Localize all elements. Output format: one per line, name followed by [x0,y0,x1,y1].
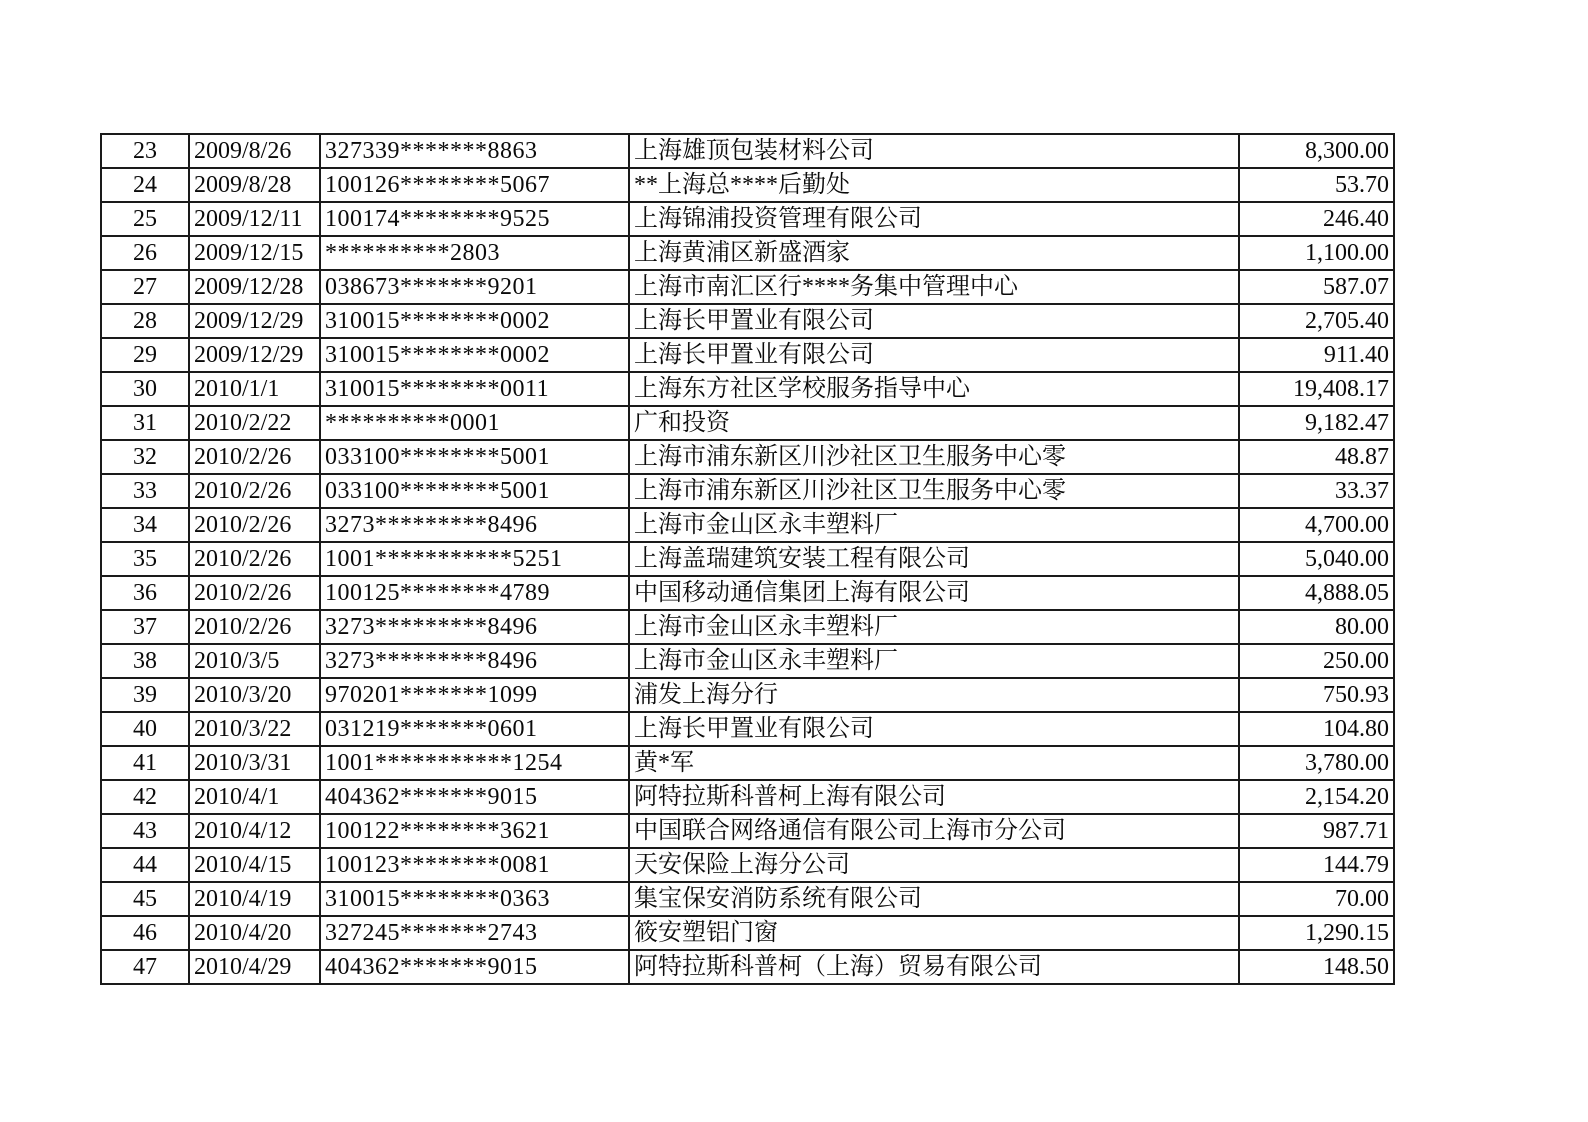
payee-name-cell: 上海长甲置业有限公司 [629,304,1239,338]
account-number-cell: **********0001 [320,406,629,440]
date-cell: 2010/4/15 [189,848,320,882]
account-number-cell: 100174********9525 [320,202,629,236]
date-cell: 2010/2/26 [189,440,320,474]
payee-name-cell: 中国移动通信集团上海有限公司 [629,576,1239,610]
table-body [101,134,1394,984]
payee-name-cell: 广和投资 [629,406,1239,440]
date-cell: 2010/4/12 [189,814,320,848]
row-number-cell: 45 [101,882,189,916]
payee-name-cell: 集宝保安消防系统有限公司 [629,882,1239,916]
table-row [101,168,1394,202]
account-number-cell: 100123********0081 [320,848,629,882]
row-number-cell: 32 [101,440,189,474]
amount-cell: 4,700.00 [1239,508,1394,542]
amount-cell: 1,100.00 [1239,236,1394,270]
row-number-cell: 43 [101,814,189,848]
amount-cell: 246.40 [1239,202,1394,236]
date-cell: 2010/1/1 [189,372,320,406]
payee-name-cell: 筱安塑铝门窗 [629,916,1239,950]
date-cell: 2010/4/19 [189,882,320,916]
account-number-cell: 033100********5001 [320,474,629,508]
account-number-cell: 033100********5001 [320,440,629,474]
table-row [101,474,1394,508]
account-number-cell: 1001***********5251 [320,542,629,576]
payee-name-cell: **上海总****后勤处 [629,168,1239,202]
date-cell: 2010/3/20 [189,678,320,712]
amount-cell: 5,040.00 [1239,542,1394,576]
date-cell: 2009/12/28 [189,270,320,304]
row-number-cell: 44 [101,848,189,882]
row-number-cell: 37 [101,610,189,644]
date-cell: 2009/12/15 [189,236,320,270]
amount-cell: 8,300.00 [1239,134,1394,168]
date-cell: 2010/4/29 [189,950,320,984]
account-number-cell: 327245*******2743 [320,916,629,950]
payee-name-cell: 上海市金山区永丰塑料厂 [629,610,1239,644]
account-number-cell: 031219*******0601 [320,712,629,746]
date-cell: 2009/12/11 [189,202,320,236]
date-cell: 2010/4/1 [189,780,320,814]
row-number-cell: 27 [101,270,189,304]
amount-cell: 33.37 [1239,474,1394,508]
payee-name-cell: 上海市浦东新区川沙社区卫生服务中心零 [629,474,1239,508]
table-row [101,440,1394,474]
table-row [101,712,1394,746]
row-number-cell: 34 [101,508,189,542]
account-number-cell: 310015********0002 [320,304,629,338]
amount-cell: 80.00 [1239,610,1394,644]
date-cell: 2010/2/26 [189,610,320,644]
table-row [101,644,1394,678]
account-number-cell: 327339*******8863 [320,134,629,168]
table-row [101,270,1394,304]
payee-name-cell: 中国联合网络通信有限公司上海市分公司 [629,814,1239,848]
amount-cell: 750.93 [1239,678,1394,712]
amount-cell: 70.00 [1239,882,1394,916]
date-cell: 2010/3/31 [189,746,320,780]
account-number-cell: 310015********0011 [320,372,629,406]
row-number-cell: 39 [101,678,189,712]
table-row [101,236,1394,270]
payee-name-cell: 黄*军 [629,746,1239,780]
row-number-cell: 29 [101,338,189,372]
row-number-cell: 36 [101,576,189,610]
payee-name-cell: 上海市金山区永丰塑料厂 [629,508,1239,542]
amount-cell: 53.70 [1239,168,1394,202]
row-number-cell: 31 [101,406,189,440]
amount-cell: 144.79 [1239,848,1394,882]
amount-cell: 104.80 [1239,712,1394,746]
table-row [101,814,1394,848]
account-number-cell: 100122********3621 [320,814,629,848]
account-number-cell: 970201*******1099 [320,678,629,712]
account-number-cell: 3273*********8496 [320,644,629,678]
date-cell: 2010/3/5 [189,644,320,678]
payee-name-cell: 上海锦浦投资管理有限公司 [629,202,1239,236]
table-row [101,746,1394,780]
date-cell: 2010/4/20 [189,916,320,950]
row-number-cell: 41 [101,746,189,780]
amount-cell: 2,154.20 [1239,780,1394,814]
row-number-cell: 24 [101,168,189,202]
table-row [101,950,1394,984]
amount-cell: 587.07 [1239,270,1394,304]
payee-name-cell: 天安保险上海分公司 [629,848,1239,882]
date-cell: 2009/12/29 [189,304,320,338]
payee-name-cell: 上海长甲置业有限公司 [629,712,1239,746]
account-number-cell: 100126********5067 [320,168,629,202]
table-row [101,542,1394,576]
row-number-cell: 40 [101,712,189,746]
date-cell: 2010/2/26 [189,542,320,576]
row-number-cell: 35 [101,542,189,576]
amount-cell: 911.40 [1239,338,1394,372]
table-row [101,610,1394,644]
table-row [101,338,1394,372]
row-number-cell: 33 [101,474,189,508]
table-row [101,134,1394,168]
table-row [101,780,1394,814]
payee-name-cell: 上海东方社区学校服务指导中心 [629,372,1239,406]
payee-name-cell: 上海市金山区永丰塑料厂 [629,644,1239,678]
row-number-cell: 46 [101,916,189,950]
table-row [101,406,1394,440]
account-number-cell: 038673*******9201 [320,270,629,304]
table-row [101,508,1394,542]
row-number-cell: 47 [101,950,189,984]
account-number-cell: 3273*********8496 [320,508,629,542]
amount-cell: 3,780.00 [1239,746,1394,780]
payee-name-cell: 上海长甲置业有限公司 [629,338,1239,372]
payee-name-cell: 浦发上海分行 [629,678,1239,712]
table-row [101,202,1394,236]
table-row [101,848,1394,882]
row-number-cell: 30 [101,372,189,406]
amount-cell: 4,888.05 [1239,576,1394,610]
payee-name-cell: 上海市浦东新区川沙社区卫生服务中心零 [629,440,1239,474]
payee-name-cell: 阿特拉斯科普柯上海有限公司 [629,780,1239,814]
payee-name-cell: 上海盖瑞建筑安装工程有限公司 [629,542,1239,576]
row-number-cell: 42 [101,780,189,814]
amount-cell: 987.71 [1239,814,1394,848]
date-cell: 2010/3/22 [189,712,320,746]
account-number-cell: 404362*******9015 [320,950,629,984]
amount-cell: 1,290.15 [1239,916,1394,950]
table-row [101,304,1394,338]
transactions-table [100,133,1395,985]
payee-name-cell: 阿特拉斯科普柯（上海）贸易有限公司 [629,950,1239,984]
payee-name-cell: 上海市南汇区行****务集中管理中心 [629,270,1239,304]
account-number-cell: 1001***********1254 [320,746,629,780]
date-cell: 2010/2/22 [189,406,320,440]
account-number-cell: 3273*********8496 [320,610,629,644]
amount-cell: 2,705.40 [1239,304,1394,338]
row-number-cell: 38 [101,644,189,678]
amount-cell: 19,408.17 [1239,372,1394,406]
date-cell: 2010/2/26 [189,508,320,542]
amount-cell: 48.87 [1239,440,1394,474]
account-number-cell: 100125********4789 [320,576,629,610]
account-number-cell: **********2803 [320,236,629,270]
amount-cell: 148.50 [1239,950,1394,984]
table-row [101,576,1394,610]
account-number-cell: 310015********0363 [320,882,629,916]
amount-cell: 250.00 [1239,644,1394,678]
date-cell: 2009/8/26 [189,134,320,168]
account-number-cell: 310015********0002 [320,338,629,372]
payee-name-cell: 上海雄顶包装材料公司 [629,134,1239,168]
table-row [101,372,1394,406]
payee-name-cell: 上海黄浦区新盛酒家 [629,236,1239,270]
table-row [101,678,1394,712]
date-cell: 2009/8/28 [189,168,320,202]
row-number-cell: 23 [101,134,189,168]
date-cell: 2010/2/26 [189,576,320,610]
account-number-cell: 404362*******9015 [320,780,629,814]
row-number-cell: 28 [101,304,189,338]
row-number-cell: 25 [101,202,189,236]
row-number-cell: 26 [101,236,189,270]
date-cell: 2010/2/26 [189,474,320,508]
table-row [101,916,1394,950]
table-row [101,882,1394,916]
amount-cell: 9,182.47 [1239,406,1394,440]
date-cell: 2009/12/29 [189,338,320,372]
